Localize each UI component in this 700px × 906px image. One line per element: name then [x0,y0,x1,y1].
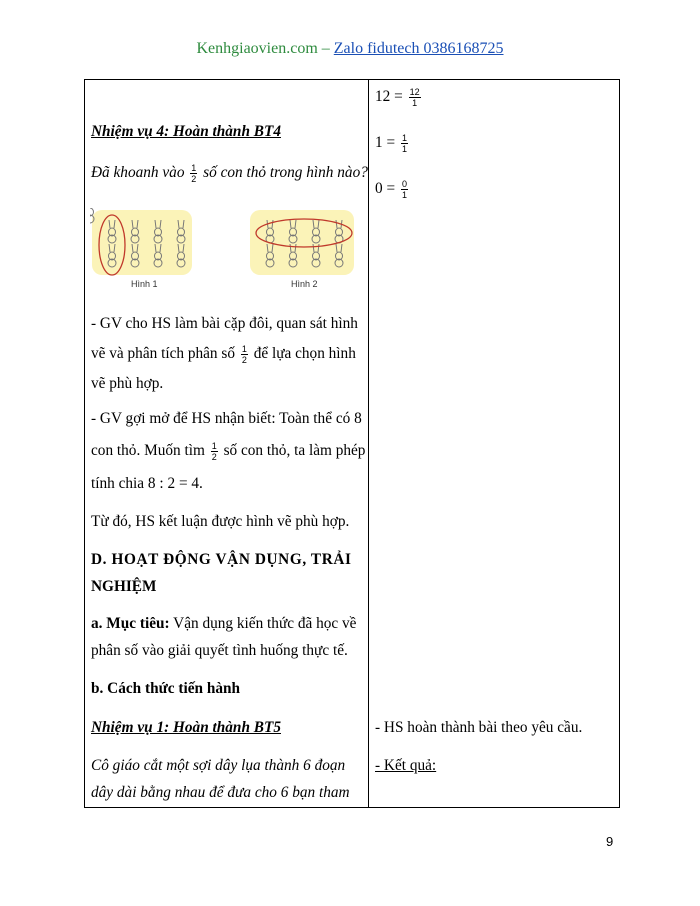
task4-title: Nhiệm vụ 4: Hoàn thành BT4 [91,123,281,140]
rabbit-figure-1 [90,208,200,290]
eq1-num: 12 [409,86,420,97]
objective-line1 [91,613,356,635]
eq1-fraction [409,87,421,108]
para2-line2 [91,440,365,462]
task4-question [91,162,368,184]
section-d-heading-line1: D. HOẠT ĐỘNG VẬN DỤNG, TRẢI [91,551,352,568]
column-divider [368,80,369,807]
para2-frac-den: 2 [211,451,217,462]
eq3-left: 0 = [375,180,396,197]
result-label: - Kết quả: [375,757,437,774]
task1-text-line2: dây dài bằng nhau để đưa cho 6 bạn tham [91,784,350,801]
lesson-table [84,79,620,808]
eq1-den: 1 [412,97,418,108]
para1-post: để lựa chọn hình [253,345,356,362]
para1-line3: vẽ phù hợp. [91,375,164,392]
eq2-left: 1 = [375,134,396,151]
para3: Từ đó, HS kết luận được hình vẽ phù hợp. [91,513,350,530]
objective-label: a. Mục tiêu: [91,615,170,632]
page-number: 9 [606,834,614,849]
eq2-num: 1 [401,132,407,143]
header-separator: – [317,40,334,57]
para2-post: số con thỏ, ta làm phép [223,442,366,459]
header-site[interactable]: Kenhgiaovien.com [196,40,318,57]
question-frac-den: 2 [191,173,197,184]
para1-fraction [241,344,248,365]
figure2-label: Hình 2 [291,279,318,289]
procedure-heading: b. Cách thức tiến hành [91,680,241,697]
eq2-den: 1 [401,143,407,154]
question-frac-num: 1 [191,162,197,173]
para2-frac-num: 1 [211,440,217,451]
eq2-fraction [401,133,408,154]
hs-complete-line: - HS hoàn thành bài theo yêu cầu. [375,719,583,736]
equation-12 [375,86,423,108]
rabbit-figure-2 [248,208,358,290]
para2-pre: con thỏ. Muốn tìm [91,442,205,459]
equation-1 [375,132,410,154]
section-d-heading-line2: NGHIỆM [91,578,157,595]
header-zalo-link[interactable]: Zalo fidutech 0386168725 [333,40,504,57]
para1-pre: vẽ và phân tích phân số [91,345,236,362]
equation-0 [375,178,410,200]
page-header [0,40,700,58]
objective-line2: phân số vào giải quyết tình huống thực tế. [91,642,348,659]
para2-fraction [211,441,218,462]
task1-text-line1: Cô giáo cắt một sợi dây lụa thành 6 đoạn [91,757,346,774]
para1-frac-den: 2 [241,354,247,365]
question-fraction [190,163,197,184]
para2-line3: tính chia 8 : 2 = 4. [91,475,203,492]
task1-title: Nhiệm vụ 1: Hoàn thành BT5 [91,719,281,736]
para1-line1: - GV cho HS làm bài cặp đôi, quan sát hình [91,315,358,332]
figure1-bg [92,210,192,275]
figure1-label: Hình 1 [131,279,158,289]
question-pre: Đã khoanh vào [91,164,185,181]
eq3-num: 0 [401,178,407,189]
para1-frac-num: 1 [241,343,247,354]
question-post: số con thỏ trong hình nào? [203,164,368,181]
para2-line1: - GV gợi mở để HS nhận biết: Toàn thể có 8 [91,410,362,427]
eq1-left: 12 = [375,88,403,105]
objective-text: Vận dụng kiến thức đã học về [173,615,357,632]
eq3-den: 1 [401,189,407,200]
eq3-fraction [401,179,408,200]
para1-line2 [91,343,356,365]
